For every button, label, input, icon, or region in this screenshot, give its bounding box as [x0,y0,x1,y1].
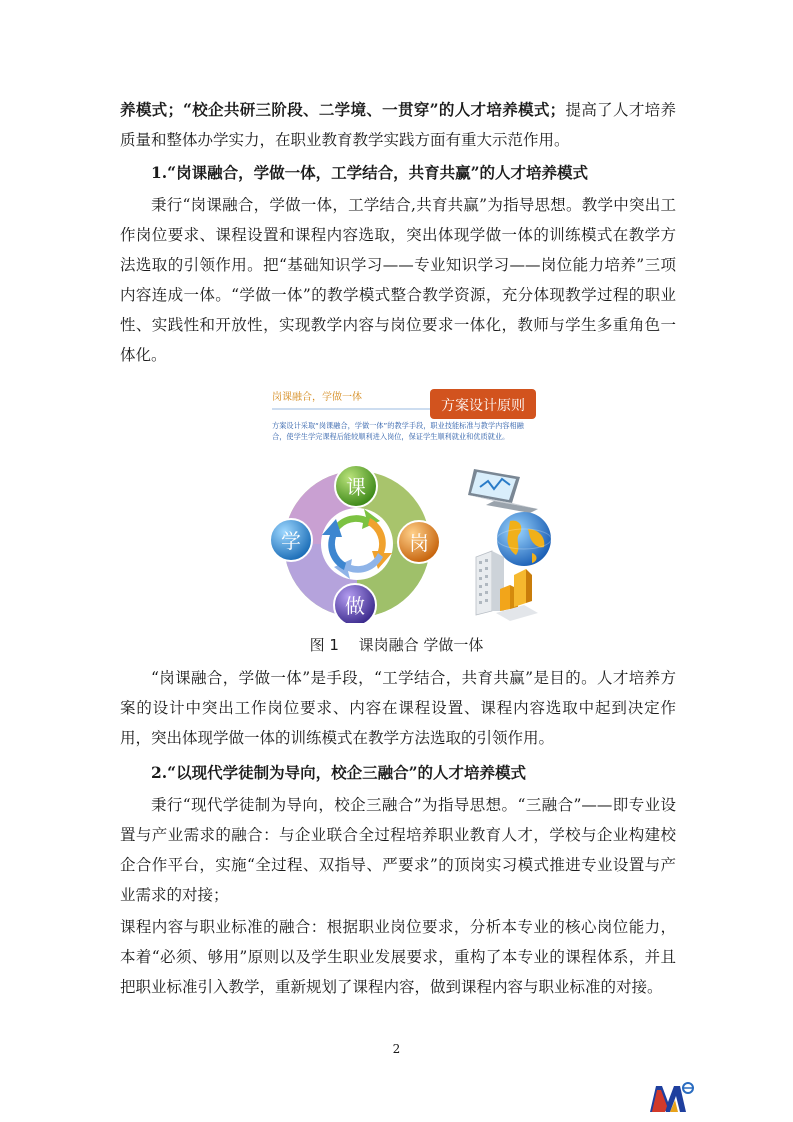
paragraph-4: 课程内容与职业标准的融合：根据职业岗位要求，分析本专业的核心岗位能力，本着“必须、够用”原则以及学生职业发展要求，重构了本专业的课程体系，并且把职业标准引入教学，重新规划了课程内容，做到课程内容与职业标准的对接。 [120,918,676,996]
laptop-icon [468,469,538,513]
intro-bold-text: 养模式；“校企共研三阶段、二学境、一贯穿”的人才培养模式； [120,100,566,119]
figure-course-position [262,383,552,623]
node-learn-label: 学 [281,529,301,553]
paragraph-2: “岗课融合，学做一体”是手段，“工学结合，共育共赢”是目的。人才培养方案的设计中突出工作岗位要求、内容在课程设置、课程内容选取中起到决定作用，突出体现学做一体的训练模式在教学方法选取的引领作用。 [120,669,676,747]
globe-icon [497,512,551,566]
figure-caption: 图 1 课岗融合 学做一体 [309,636,484,654]
node-course-label: 课 [346,475,366,499]
publisher-logo-icon [648,1080,694,1114]
figure-top-label: 岗课融合，学做一体 [272,392,362,403]
node-do-label: 做 [345,594,365,618]
paragraph-intro [120,95,676,155]
section-heading-2: 2.“以现代学徒制为导向，校企三融合”的人才培养模式 [151,763,527,782]
page-number: 2 [392,1042,401,1056]
node-position-label: 岗 [409,531,429,555]
figure-graphic [262,383,552,623]
figure-badge-text: 方案设计原则 [441,398,525,414]
paragraph-1: 秉行“岗课融合，学做一体，工学结合,共育共赢”为指导思想。教学中突出工作岗位要求、课程设置和课程内容选取，突出体现学做一体的训练模式在教学方法选取的引领作用。把“基础知识学习——专业知识学习——岗位能力培养”三项内容连成一体。“学做一体”的教学模式整合教学资源，充分体现教学过程的职业性、实践性和开放性，实现教学内容与岗位要求一体化，教师与学生多重角色一体化。 [120,196,676,364]
paragraph-3: 秉行“现代学徒制为导向，校企三融合”为指导思想。“三融合”——即专业设置与产业需求的融合：与企业联合全过程培养职业教育人才，学校与企业构建校企合作平台，实施“全过程、双指导、严要求”的顶岗实习模式推进专业设置与产业需求的对接； [120,796,676,904]
figure-description: 方案设计采取“岗课融合，学做一体”的教学手段，职业技能标准与教学内容相融合，使学生学完课程后能较顺利进入岗位，保证学生顺利就业和优质就业。 [272,421,524,441]
intro-rest-text: 提高了人才培养质量和整体办学实力，在职业教育教学实践方面有重大示范作用。 [120,101,676,149]
section-heading-1: 1.“岗课融合，学做一体，工学结合，共育共赢”的人才培养模式 [151,163,589,182]
